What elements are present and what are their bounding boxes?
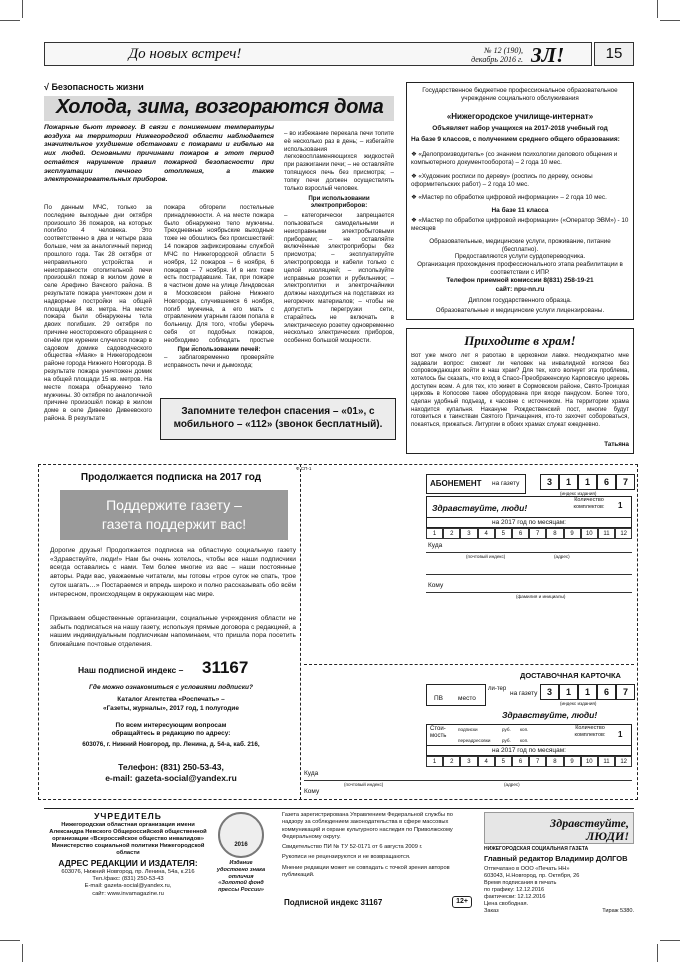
crop-mark	[0, 940, 20, 941]
article-col-1: По данным МЧС, только за последние выходные дни октября произошло 36 пожаров, на которых погибло 4 человека. Это соответственно в два и четыре раза больше, чем за аналогичный период прошлого года. Так 28 октября от неправильного устройства и неисправности отопительной печи произошёл пожар в жилом доме в селе Арефино Вачского района. В результате пожара уничтожен дом и надворные постройки на общей площади 84 кв. метра. На месте пожара были обнаружены тела двоих погибших. 29 октября по причине неосторожного обращения с огнём при курении случился пожар в садовом домике садоводческого общества «Маяк» в Нижегородском районе города Нижнего Новгорода. В результате пожара уничтожен домик на общей площади 15 кв. метров. На месте пожара обнаружено тело мужчины. 30 октября по аналогичной причине произошёл пожар в жилом доме в селе Дивеево Дивеевского района. В результате	[44, 204, 152, 422]
form-code: Ф СП-1	[296, 466, 312, 471]
crop-mark	[22, 0, 23, 18]
delivery-card: ДОСТАВОЧНАЯ КАРТОЧКА ПВ место ли-тер на газету 3 1 1 6 7 (индекс издания) Здравствуйте, люди! Стои-мость подписки переадресовки руб. коп. руб. коп. Количество комплектов: 1 на 2017 год по месяцам: 1 2 3 4 5 6 7 8 9 10 11 12 Куда (почтовый индекс) (адрес) Кому	[304, 668, 634, 798]
cut-line	[304, 664, 634, 665]
footer-founder: УЧРЕДИТЕЛЬ Нижегородская областная организация имени Александра Невского Общероссийской общественной организации «Всероссийское общество инвалидов» Министерство социальной политики Нижегородской области АДРЕС РЕДАКЦИИ И ИЗДАТЕЛЯ: 603076, Нижний Новгород, пр. Ленина, 54а, к.216 Тел./факс: (831) 250-53-43 E-mail: gazeta-social@yandex.ru, сайт: www.invamagazine.ru	[49, 811, 207, 897]
editor: Главный редактор Владимир ДОЛГОВ	[484, 854, 628, 863]
cut-line	[300, 464, 301, 800]
crop-mark	[657, 0, 658, 18]
newspaper-logo: Здравствуйте, ЛЮДИ!	[484, 812, 634, 844]
page-number: 15	[594, 42, 634, 66]
footer-index: Подписной индекс 31167	[284, 898, 383, 907]
crop-mark	[657, 944, 658, 962]
index-value: 31167	[202, 658, 249, 677]
crop-mark	[22, 944, 23, 962]
subscription-heading: Продолжается подписка на 2017 год	[80, 472, 262, 483]
crop-mark	[660, 940, 680, 941]
school-ad: Государственное бюджетное профессиональное образовательное учреждение социального обслуживания «Нижегородское училище-интернат» Объявляет набор учащихся на 2017-2018 учебный год На базе 9 классов, с получением среднего общего образования: ❖ «Делопроизводитель» (со знанием психологии делового общения и компьютерного документооборота) – 2 года 10 мес. ❖ «Художник росписи по дереву» (роспись по дереву, основы оформительских работ) – 2 года 10 мес. ❖ «Мастер по обработке цифровой информации» – 2 года 10 мес. На базе 11 класса ❖ «Мастер по обработке цифровой информации» («Оператор ЭВМ») - 10 месяцев Образовательные, медицинские услуги, проживание, питание (бесплатно). Предоставляются услуги сурдопереводчика. Организация прохождения профессионального этапа реабилитации в соответствии с ИПР. Телефон приемной комиссии 8(831) 258-19-21 сайт: npu-nn.ru Диплом государственного образца. Образовательные и медицинские услуги лицензированы.	[406, 82, 634, 320]
subscription-form: АБОНЕМЕНТ на газету 3 1 1 6 7 (индекс издания) Здравствуйте, люди! Количество комплектов: 1 на 2017 год по месяцам: 1 2 3 4 5 6 7 8 9 10 11 12 Куда (почтовый индекс) (адрес) Кому (фамилия и инициалы)	[304, 470, 634, 660]
header-logo: ЗЛ!	[531, 43, 565, 67]
crop-mark	[660, 20, 680, 21]
article-col-2: пожара обгорели постельные принадлежности. А на месте пожара было обнаружено тело мужчины. Трехдневные ноябрьские выходные тоже не обошлись без происшествий: 14 пожаров зафиксированы службой МЧС по Нижегородской области 5 ноября, 12 пожаров – 6 ноября, 6 пожаров – 7 ноября. И в них тоже есть пострадавшие. Так, при пожаре в частном доме на улице Линдовская в Московском районе Нижнего Новгорода, случившемся 6 ноября, погиб мужчина, а его мать с отравлением угарным газом попала в больницу. Для того, чтобы уберечь себя от подобных пожаров, необходимо соблюдать простые При использовании печей: – заблаговременно проверяйте исправность печи и дымохода;	[164, 204, 274, 369]
subscription-text-2: Призываем общественные организации, социальные учреждения области не забыть подписаться на нашу газету, используя прямые договора с редакцией, а нашим индивидуальным подписчикам напоминаем, что пришла пора посетить ближайшие почтовые отделения.	[50, 615, 296, 649]
index-digits: 3 1 1 6 7	[540, 474, 635, 490]
article-lead: Пожарные бьют тревогу. В связи с понижением температуры воздуха на территории Нижегородской области наблюдается значительное ухудшение обстановки с пожарами и гибелью на них людей. Основными причинами пожаров в этот период остаётся нарушение правил пожарной безопасности при эксплуатации печного отопления, а также электронагревательных приборов.	[44, 124, 274, 184]
rescue-box: Запомните телефон спасения – «01», с мобильного – «112» (звонок бесплатный).	[160, 398, 396, 440]
badge-caption: Издание удостоено знака отличия «Золотой фонд прессы России»	[216, 860, 266, 894]
registration-info: Газета зарегистрирована Управлением Федеральной службы по надзору за соблюдением законодательства в сфере массовых коммуникаций и охране культурного наследия по Приволжскому Федеральному округу. Свидетельство ПИ № ТУ 52-0171 от 6 августа 2009 г. Рукописи не рецензируются и не возвращаются. Мнение редакции может не совпадать с точкой зрения авторов публикаций.	[282, 812, 453, 879]
subscription-text-1: Дорогие друзья! Продолжается подписка на областную социальную газету «Здравствуйте, люди!» Нам бы очень хотелось, чтобы все наши подписчики всегда оставались с нами. Тем более многие из вас – наши постоянные авторы. Ради вас, уважаемые читатели, мы готовы «трое суток не спать, трое суток шагать…» Постараемся и впредь широко и полно рассказывать обо всём интересном, происходящем в окружающем нас мире.	[50, 547, 296, 598]
article-col-3: – во избежание перекала печи топите её несколько раз в день; – избегайте использования легковоспламеняющихся жидкостей при разжигании печи; – не оставляйте топящуюся печь без присмотра; – топку печи должен осуществлять только взрослый человек. При использовании электроприборов: – категорически запрещается пользоваться самодельными и неисправными электробытовыми приборами; – не оставляйте включённые электроприборы без присмотра; – эксплуатируйте электропровода и кабели только с целой изоляцией; – используйте исправные розетки и рубильники; – электроплитки и электрочайники должны находиться на подставках из негорючих материалов; – чтобы не допустить перегрузки сети, старайтесь не включать в электрическую розетку одновременно несколько электрических приборов, особенно большой мощности.	[284, 130, 394, 345]
article-title: Холода, зима, возгораются дома	[56, 96, 384, 118]
months-grid: 1 2 3 4 5 6 7 8 9 10 11 12	[426, 528, 632, 539]
header-slogan: До новых встреч!	[128, 46, 242, 62]
rubric: √ Безопасность жизни	[44, 82, 144, 92]
gold-fund-badge: 2016	[218, 812, 264, 858]
footer-rule	[44, 808, 634, 809]
index-label: Наш подписной индекс –	[78, 665, 184, 675]
issue-info: № 12 (190), декабрь 2016 г.	[471, 46, 523, 65]
temple-article: Приходите в храм! Вот уже много лет я работаю в церковной лавке. Неоднократно мне задавали вопрос: сможет ли человек на инвалидной коляске без сопровождающих войти в наш храм? Для тех, кого волнует эта проблема, хотелось бы сказать, что вход в Спасо-Преображенскую Карповскую церковь доступен всем. А для тех, кто живет в Сормовском районе, Свято-Троицкая церковь в Копосове также оборудована при входе пандусом. Более того, сделан удобный подъезд, к часовне с источником. На территории храма находится купальня. Накануне Рождественский пост, многие будут готовиться к таинствам Святого Причащения, кто-то захочет собороваться, покаяться, прижаться. Литургии в обоих храмах служат ежедневно. Татьяна	[406, 328, 634, 454]
crop-mark	[0, 20, 20, 21]
page-header	[44, 42, 592, 66]
subscription-slogan: Поддержите газету – газета поддержит вас!	[60, 490, 288, 540]
age-rating: 12+	[452, 896, 472, 908]
print-info: Отпечатано в ООО «Печать НН» 603043, Н.Новгород, пр. Октября, 26 Время подписания в печать по графику: 12.12.2016 фактически: 12.12.2016 Цена свободная. Заказ Тираж 5380.	[484, 866, 634, 915]
